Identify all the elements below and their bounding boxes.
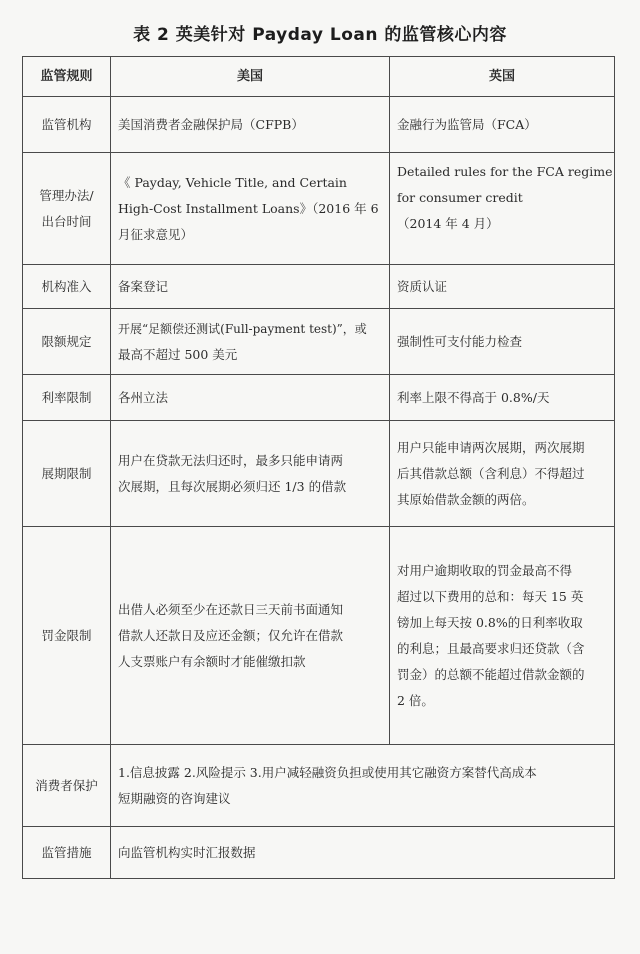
us-cell: 出借人必须至少在还款日三天前书面通知 借款人还款日及应还金额；仅允许在借款 人支票账户有余额时才能催缴扣款: [111, 527, 390, 745]
uk-cell: 利率上限不得高于 0.8%/天: [390, 375, 615, 421]
table-row: [23, 153, 615, 265]
table-row: [23, 265, 615, 309]
row-label: 监管措施: [23, 827, 111, 879]
us-cell: 美国消费者金融保护局（CFPB）: [111, 97, 390, 153]
merged-cell: 1.信息披露 2.风险提示 3.用户减轻融资负担或使用其它融资方案替代高成本 短期融资的咨询建议: [111, 745, 615, 827]
uk-cell: 金融行为监管局（FCA）: [390, 97, 615, 153]
row-label: 管理办法/ 出台时间: [23, 153, 111, 265]
table-row: [23, 527, 615, 745]
row-label: 消费者保护: [23, 745, 111, 827]
table-title: 表 2 英美针对 Payday Loan 的监管核心内容: [133, 25, 507, 45]
us-cell: 各州立法: [111, 375, 390, 421]
header-us: 美国: [111, 57, 390, 97]
uk-cell: 用户只能申请两次展期，两次展期 后其借款总额（含利息）不得超过 其原始借款金额的两倍。: [390, 421, 615, 527]
uk-cell: 对用户逾期收取的罚金最高不得 超过以下费用的总和：每天 15 英 镑加上每天按 0.8%的日利率收取 的利息；且最高要求归还贷款（含 罚金）的总额不能超过借款金额的 2 倍。: [390, 527, 615, 745]
merged-cell: 向监管机构实时汇报数据: [111, 827, 615, 879]
row-label: 利率限制: [23, 375, 111, 421]
table-row: [23, 421, 615, 527]
uk-cell: 强制性可支付能力检查: [390, 309, 615, 375]
us-cell: 用户在贷款无法归还时，最多只能申请两 次展期，且每次展期必须归还 1/3 的借款: [111, 421, 390, 527]
row-label: 罚金限制: [23, 527, 111, 745]
table-row: [23, 745, 615, 827]
row-label: 机构准入: [23, 265, 111, 309]
header-rules: 监管规则: [23, 57, 111, 97]
uk-cell: 资质认证: [390, 265, 615, 309]
regulation-table: [22, 56, 615, 879]
table-row: [23, 827, 615, 879]
row-label: 限额规定: [23, 309, 111, 375]
us-cell: 《 Payday, Vehicle Title, and Certain High-Cost Installment Loans》（2016 年 6 月征求意见）: [111, 153, 390, 265]
us-cell: 开展“足额偿还测试(Full-payment test)”，或 最高不超过 500 美元: [111, 309, 390, 375]
us-cell: 备案登记: [111, 265, 390, 309]
row-label: 监管机构: [23, 97, 111, 153]
table-header-row: [23, 57, 615, 97]
table-row: [23, 309, 615, 375]
row-label: 展期限制: [23, 421, 111, 527]
table-row: [23, 375, 615, 421]
table-row: [23, 97, 615, 153]
header-uk: 英国: [390, 57, 615, 97]
uk-cell: Detailed rules for the FCA regime for consumer credit （2014 年 4 月）: [390, 153, 615, 265]
